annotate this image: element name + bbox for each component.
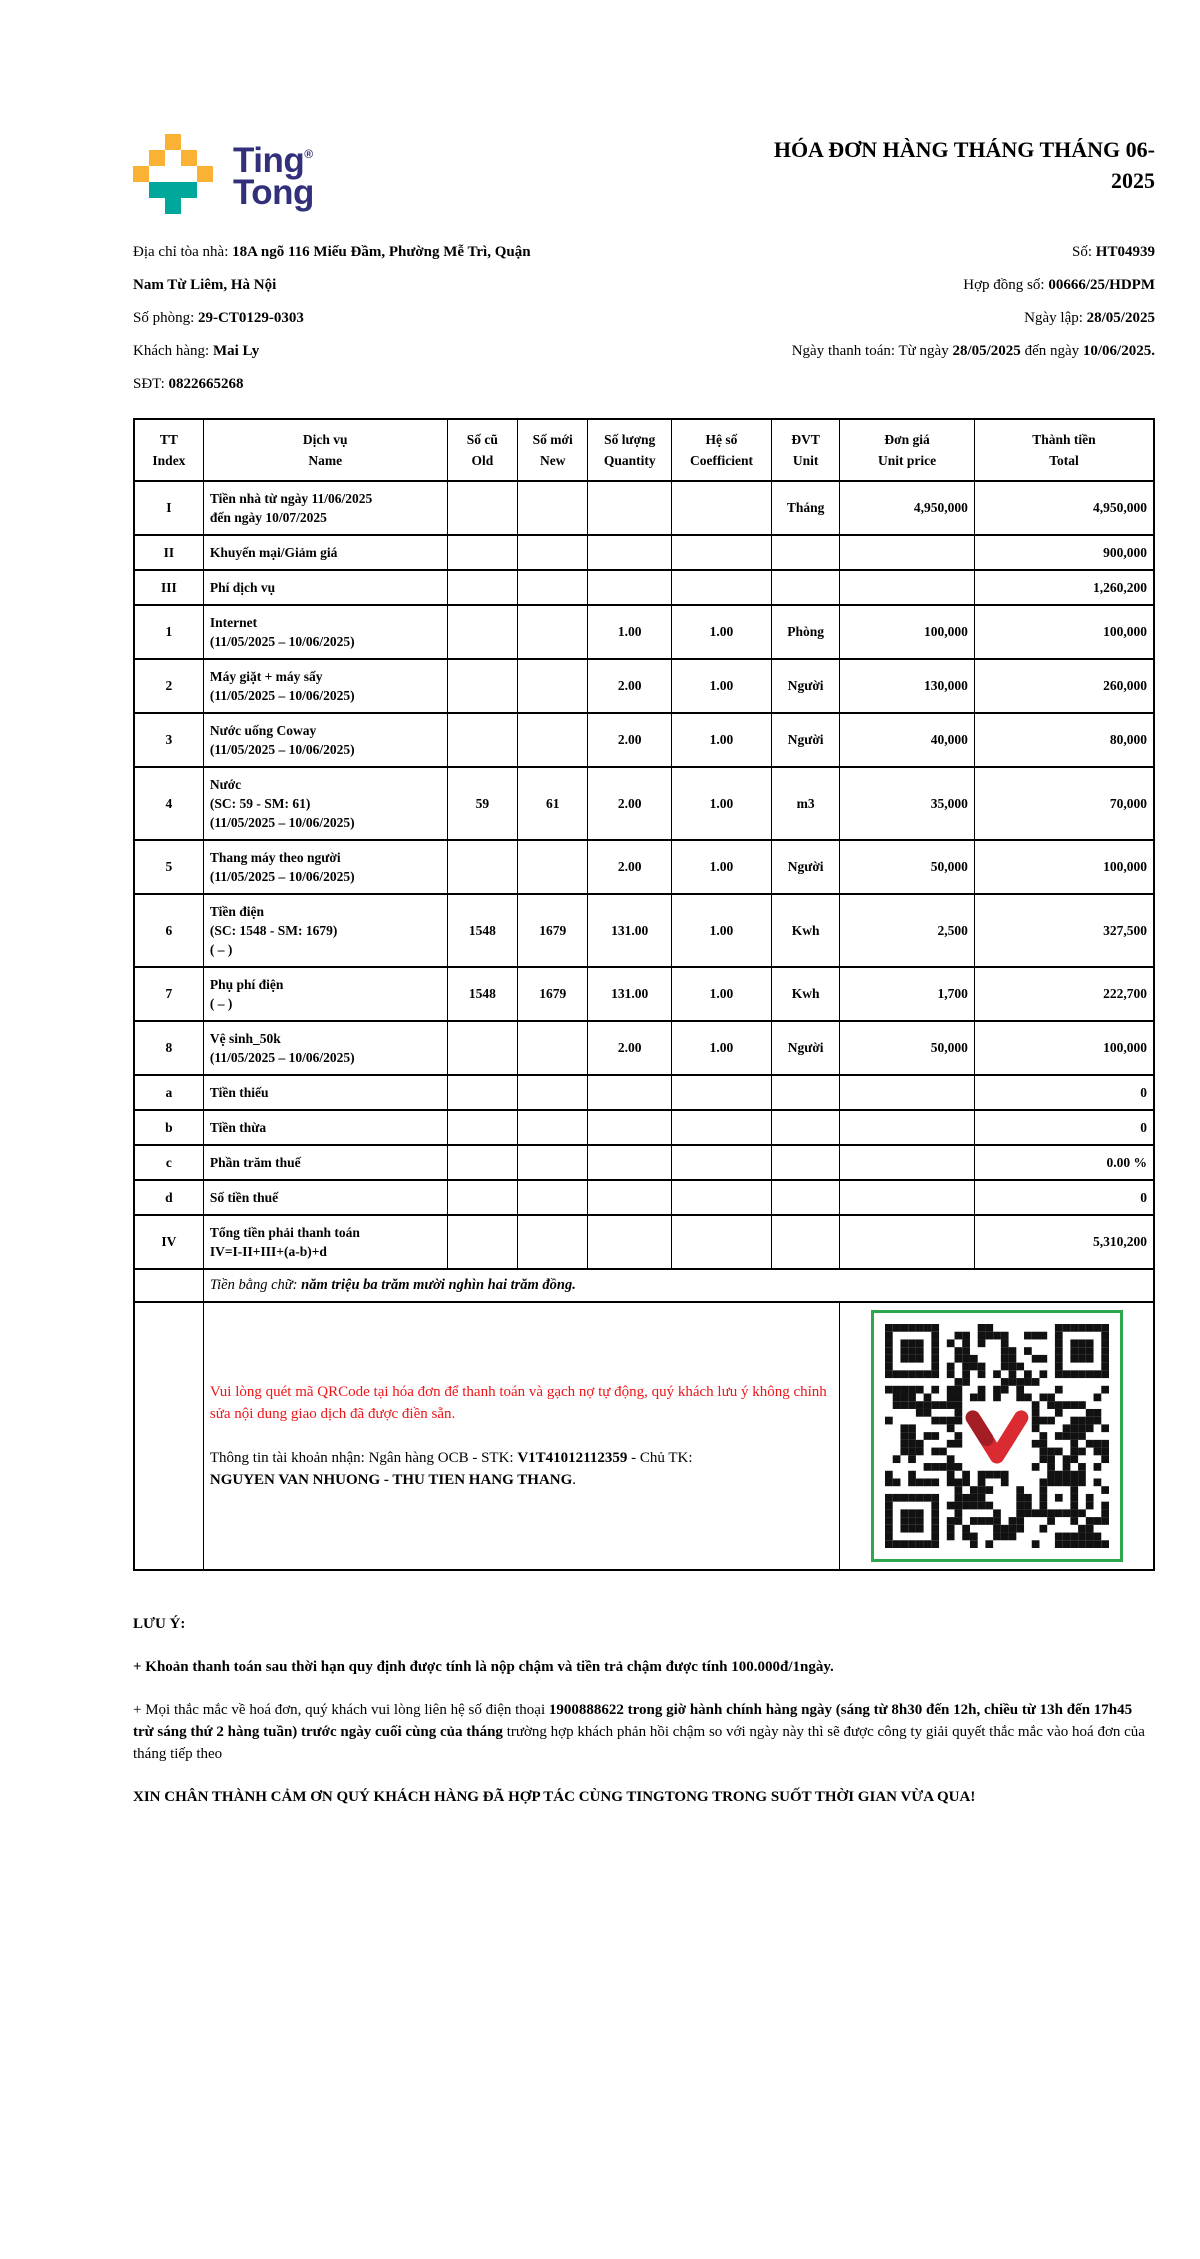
old-cell <box>447 481 517 535</box>
text-segment: Ngày thanh toán: Từ ngày <box>791 343 953 359</box>
total-cell: 70,000 <box>974 767 1154 840</box>
price-cell <box>840 1145 975 1180</box>
coef-cell: 1.00 <box>672 840 772 894</box>
qr-code <box>871 1310 1123 1562</box>
coef-cell: 1.00 <box>672 659 772 713</box>
tt-cell: a <box>134 1075 203 1110</box>
unit-cell <box>771 535 839 570</box>
coef-cell: 1.00 <box>672 1021 772 1075</box>
qty-cell: 2.00 <box>588 659 672 713</box>
table-header-row <box>134 419 1154 481</box>
table-row <box>134 1075 1154 1110</box>
unit-cell: Người <box>771 840 839 894</box>
qty-cell: 131.00 <box>588 894 672 967</box>
qty-cell <box>588 1180 672 1215</box>
column-header: Số lượng Quantity <box>588 419 672 481</box>
tt-cell: 8 <box>134 1021 203 1075</box>
table-row <box>134 967 1154 1021</box>
total-cell: 1,260,200 <box>974 570 1154 605</box>
price-cell <box>840 1075 975 1110</box>
tt-cell: II <box>134 535 203 570</box>
column-header: TT Index <box>134 419 203 481</box>
table-row <box>134 659 1154 713</box>
total-cell: 260,000 <box>974 659 1154 713</box>
tt-cell: c <box>134 1145 203 1180</box>
text-segment: Khách hàng: <box>133 343 213 359</box>
info-line <box>716 339 1155 372</box>
table-row <box>134 1145 1154 1180</box>
tt-cell: 7 <box>134 967 203 1021</box>
text-segment: Địa chỉ tòa nhà: <box>133 244 233 260</box>
text-segment: 0822665268 <box>168 376 244 392</box>
unit-cell: m3 <box>771 767 839 840</box>
table-footer <box>134 1269 1154 1570</box>
qty-cell: 2.00 <box>588 713 672 767</box>
price-cell: 100,000 <box>840 605 975 659</box>
qty-cell: 2.00 <box>588 840 672 894</box>
old-cell <box>447 535 517 570</box>
name-cell: Tiền thiếu <box>203 1075 447 1110</box>
total-cell: 327,500 <box>974 894 1154 967</box>
text-segment: đến ngày <box>1020 343 1083 359</box>
new-cell <box>518 1021 588 1075</box>
new-cell <box>518 570 588 605</box>
amount-in-words-cell <box>203 1269 1154 1302</box>
column-header: Thành tiền Total <box>974 419 1154 481</box>
qty-cell <box>588 1215 672 1269</box>
amount-words-label: Tiền bằng chữ: <box>209 1277 302 1293</box>
old-cell: 1548 <box>447 967 517 1021</box>
info-line <box>716 273 1155 306</box>
info-line <box>133 306 716 339</box>
name-cell: Nước uống Coway (11/05/2025 – 10/06/2025) <box>203 713 447 767</box>
note-late-payment: + Khoản thanh toán sau thời hạn quy định được tính là nộp chậm và tiền trả chậm được tính 100.000đ/1ngày. <box>133 1659 834 1675</box>
info-line <box>716 240 1155 273</box>
name-cell: Số tiền thuế <box>203 1180 447 1215</box>
thank-you-message: XIN CHÂN THÀNH CẢM ƠN QUÝ KHÁCH HÀNG ĐÃ HỢP TÁC CÙNG TINGTONG TRONG SUỐT THỜI GIAN VỪA QUA! <box>133 1789 976 1805</box>
qr-code-cell <box>840 1302 1154 1570</box>
info-line <box>133 339 716 372</box>
name-cell: Internet (11/05/2025 – 10/06/2025) <box>203 605 447 659</box>
text-segment: + Mọi thắc mắc về hoá đơn, quý khách vui lòng liên hệ số điện thoại <box>133 1702 549 1718</box>
new-cell <box>518 840 588 894</box>
price-cell: 130,000 <box>840 659 975 713</box>
empty-cell <box>134 1269 203 1302</box>
tt-cell: III <box>134 570 203 605</box>
text-segment: 29-CT0129-0303 <box>198 310 304 326</box>
tt-cell: b <box>134 1110 203 1145</box>
old-cell <box>447 659 517 713</box>
qr-row <box>134 1302 1154 1570</box>
column-header: Dịch vụ Name <box>203 419 447 481</box>
coef-cell <box>672 535 772 570</box>
amount-in-words-row <box>134 1269 1154 1302</box>
text-segment: 18A ngõ 116 Miếu Đầm, Phường Mễ Trì, Quận <box>232 244 531 260</box>
name-cell: Phí dịch vụ <box>203 570 447 605</box>
qty-cell: 131.00 <box>588 967 672 1021</box>
table-row <box>134 1215 1154 1269</box>
new-cell: 1679 <box>518 967 588 1021</box>
text-segment: 28/05/2025 <box>952 343 1021 359</box>
tingtong-logo <box>133 132 314 214</box>
new-cell <box>518 659 588 713</box>
text-segment: Thông tin tài khoản nhận: Ngân hàng OCB - STK: <box>209 1450 518 1466</box>
unit-cell: Kwh <box>771 967 839 1021</box>
coef-cell: 1.00 <box>672 767 772 840</box>
unit-cell <box>771 1180 839 1215</box>
qty-cell <box>588 1110 672 1145</box>
info-left <box>133 240 716 405</box>
new-cell <box>518 713 588 767</box>
unit-cell: Tháng <box>771 481 839 535</box>
name-cell: Phụ phí điện ( – ) <box>203 967 447 1021</box>
table-row <box>134 605 1154 659</box>
new-cell: 61 <box>518 767 588 840</box>
unit-cell <box>771 1075 839 1110</box>
unit-cell <box>771 570 839 605</box>
text-segment: . <box>572 1472 577 1488</box>
name-cell: Khuyến mại/Giảm giá <box>203 535 447 570</box>
invoice-notes <box>133 1613 1155 1808</box>
old-cell <box>447 1145 517 1180</box>
old-cell: 59 <box>447 767 517 840</box>
name-cell: Thang máy theo người (11/05/2025 – 10/06/2025) <box>203 840 447 894</box>
text-segment: SĐT: <box>133 376 169 392</box>
registered-mark: ® <box>304 147 314 161</box>
account-info <box>210 1447 833 1491</box>
price-cell <box>840 1180 975 1215</box>
old-cell <box>447 713 517 767</box>
price-cell: 50,000 <box>840 840 975 894</box>
info-right <box>716 240 1155 405</box>
name-cell: Tiền thừa <box>203 1110 447 1145</box>
coef-cell <box>672 1180 772 1215</box>
info-line <box>133 372 716 405</box>
table-row <box>134 713 1154 767</box>
note-hotline <box>133 1699 1155 1765</box>
tingtong-logo-icon <box>133 134 213 214</box>
payment-note-red: Vui lòng quét mã QRCode tại hóa đơn để thanh toán và gạch nợ tự động, quý khách lưu ý không chỉnh sửa nội dung giao dịch đã được điền sẵn. <box>209 1384 827 1422</box>
invoice-table <box>133 418 1155 1571</box>
new-cell <box>518 1180 588 1215</box>
text-segment: Nam Từ Liêm, Hà Nội <box>133 277 277 293</box>
invoice-title <box>774 132 1155 196</box>
price-cell: 4,950,000 <box>840 481 975 535</box>
logo-word-ting: Ting <box>233 141 305 180</box>
old-cell <box>447 1180 517 1215</box>
total-cell: 222,700 <box>974 967 1154 1021</box>
table-row <box>134 570 1154 605</box>
name-cell: Tiền điện (SC: 1548 - SM: 1679) ( – ) <box>203 894 447 967</box>
text-segment: 28/05/2025 <box>1086 310 1155 326</box>
price-cell: 35,000 <box>840 767 975 840</box>
new-cell <box>518 605 588 659</box>
invoice-title-line2: 2025 <box>1111 168 1155 193</box>
qty-cell: 1.00 <box>588 605 672 659</box>
price-cell: 2,500 <box>840 894 975 967</box>
total-cell: 5,310,200 <box>974 1215 1154 1269</box>
name-cell: Nước (SC: 59 - SM: 61) (11/05/2025 – 10/06/2025) <box>203 767 447 840</box>
tt-cell: 1 <box>134 605 203 659</box>
price-cell <box>840 1215 975 1269</box>
column-header: Hệ số Coefficient <box>672 419 772 481</box>
table-row <box>134 535 1154 570</box>
new-cell <box>518 535 588 570</box>
qty-cell: 2.00 <box>588 767 672 840</box>
column-header: Đơn giá Unit price <box>840 419 975 481</box>
column-header: ĐVT Unit <box>771 419 839 481</box>
tt-cell: 3 <box>134 713 203 767</box>
total-cell: 0 <box>974 1180 1154 1215</box>
tt-cell: 5 <box>134 840 203 894</box>
unit-cell <box>771 1215 839 1269</box>
column-header: Số cũ Old <box>447 419 517 481</box>
text-segment: 00666/25/HDPM <box>1048 277 1155 293</box>
empty-cell <box>134 1302 203 1570</box>
text-segment: Ngày lập: <box>1024 310 1087 326</box>
coef-cell <box>672 1145 772 1180</box>
table-row <box>134 1180 1154 1215</box>
old-cell <box>447 840 517 894</box>
price-cell: 40,000 <box>840 713 975 767</box>
price-cell <box>840 570 975 605</box>
table-body <box>134 481 1154 1269</box>
price-cell: 50,000 <box>840 1021 975 1075</box>
info-line <box>133 273 716 306</box>
amount-words-value: năm triệu ba trăm mười nghìn hai trăm đồng. <box>301 1277 576 1293</box>
tt-cell: 6 <box>134 894 203 967</box>
invoice-header <box>133 132 1155 214</box>
old-cell <box>447 1021 517 1075</box>
qty-cell <box>588 1145 672 1180</box>
name-cell: Phần trăm thuế <box>203 1145 447 1180</box>
tingtong-logo-text <box>233 138 314 212</box>
price-cell: 1,700 <box>840 967 975 1021</box>
text-segment: Mai Ly <box>212 343 260 359</box>
unit-cell: Người <box>771 713 839 767</box>
invoice-title-line1: HÓA ĐƠN HÀNG THÁNG THÁNG 06- <box>773 137 1155 162</box>
total-cell: 80,000 <box>974 713 1154 767</box>
tt-cell: 4 <box>134 767 203 840</box>
table-row <box>134 767 1154 840</box>
table-row <box>134 1021 1154 1075</box>
coef-cell <box>672 481 772 535</box>
qty-cell <box>588 481 672 535</box>
coef-cell <box>672 570 772 605</box>
text-segment: Số phòng: <box>133 310 199 326</box>
total-cell: 100,000 <box>974 1021 1154 1075</box>
total-cell: 0 <box>974 1110 1154 1145</box>
old-cell <box>447 1110 517 1145</box>
text-segment: Số: <box>1072 244 1096 260</box>
text-segment: Hợp đồng số: <box>963 277 1049 293</box>
unit-cell <box>771 1110 839 1145</box>
tt-cell: d <box>134 1180 203 1215</box>
info-line <box>716 306 1155 339</box>
tt-cell: IV <box>134 1215 203 1269</box>
coef-cell <box>672 1215 772 1269</box>
qty-cell <box>588 535 672 570</box>
name-cell: Tổng tiền phải thanh toán IV=I-II+III+(a-b)+d <box>203 1215 447 1269</box>
qty-cell <box>588 1075 672 1110</box>
text-segment: HT04939 <box>1095 244 1155 260</box>
coef-cell <box>672 1110 772 1145</box>
unit-cell <box>771 1145 839 1180</box>
table-row <box>134 894 1154 967</box>
tt-cell: I <box>134 481 203 535</box>
coef-cell: 1.00 <box>672 894 772 967</box>
info-line <box>133 240 716 273</box>
text-segment: 10/06/2025. <box>1082 343 1155 359</box>
invoice-info <box>133 240 1155 405</box>
name-cell: Vệ sinh_50k (11/05/2025 – 10/06/2025) <box>203 1021 447 1075</box>
old-cell <box>447 605 517 659</box>
total-cell: 4,950,000 <box>974 481 1154 535</box>
old-cell <box>447 570 517 605</box>
new-cell <box>518 481 588 535</box>
unit-cell: Phòng <box>771 605 839 659</box>
total-cell: 0.00 % <box>974 1145 1154 1180</box>
price-cell <box>840 535 975 570</box>
table-row <box>134 481 1154 535</box>
qty-cell: 2.00 <box>588 1021 672 1075</box>
notes-heading: LƯU Ý: <box>133 1616 186 1632</box>
text-segment: NGUYEN VAN NHUONG - THU TIEN HANG THANG <box>209 1472 573 1488</box>
logo-word-tong: Tong <box>233 173 314 212</box>
qr-code-image <box>885 1324 1109 1548</box>
text-segment: V1T41012112359 <box>517 1450 628 1466</box>
total-cell: 100,000 <box>974 605 1154 659</box>
name-cell: Tiền nhà từ ngày 11/06/2025 đến ngày 10/07/2025 <box>203 481 447 535</box>
unit-cell: Người <box>771 1021 839 1075</box>
qty-cell <box>588 570 672 605</box>
table-row <box>134 840 1154 894</box>
old-cell <box>447 1215 517 1269</box>
new-cell <box>518 1145 588 1180</box>
new-cell <box>518 1215 588 1269</box>
coef-cell <box>672 1075 772 1110</box>
column-header: Số mới New <box>518 419 588 481</box>
unit-cell: Người <box>771 659 839 713</box>
total-cell: 100,000 <box>974 840 1154 894</box>
unit-cell: Kwh <box>771 894 839 967</box>
text-segment: 1900888622 trong giờ hành chính hàng ngày (sáng từ 8h30 đến 12h, chiều từ 13h đến 17h45 trừ sáng thứ 2 hàng tuần) trước ngày cuối cùng của tháng <box>133 1702 1133 1740</box>
coef-cell: 1.00 <box>672 605 772 659</box>
payment-note-cell <box>203 1302 839 1570</box>
total-cell: 0 <box>974 1075 1154 1110</box>
tt-cell: 2 <box>134 659 203 713</box>
new-cell <box>518 1110 588 1145</box>
coef-cell: 1.00 <box>672 967 772 1021</box>
old-cell: 1548 <box>447 894 517 967</box>
total-cell: 900,000 <box>974 535 1154 570</box>
old-cell <box>447 1075 517 1110</box>
text-segment: - Chủ TK: <box>627 1450 693 1466</box>
text-segment: trường hợp khách phản hồi chậm so với ngày này thì sẽ được công ty giải quyết thắc mắc vào hoá đơn của tháng tiếp theo <box>133 1724 1145 1762</box>
price-cell <box>840 1110 975 1145</box>
new-cell: 1679 <box>518 894 588 967</box>
table-row <box>134 1110 1154 1145</box>
coef-cell: 1.00 <box>672 713 772 767</box>
name-cell: Máy giặt + máy sấy (11/05/2025 – 10/06/2025) <box>203 659 447 713</box>
new-cell <box>518 1075 588 1110</box>
